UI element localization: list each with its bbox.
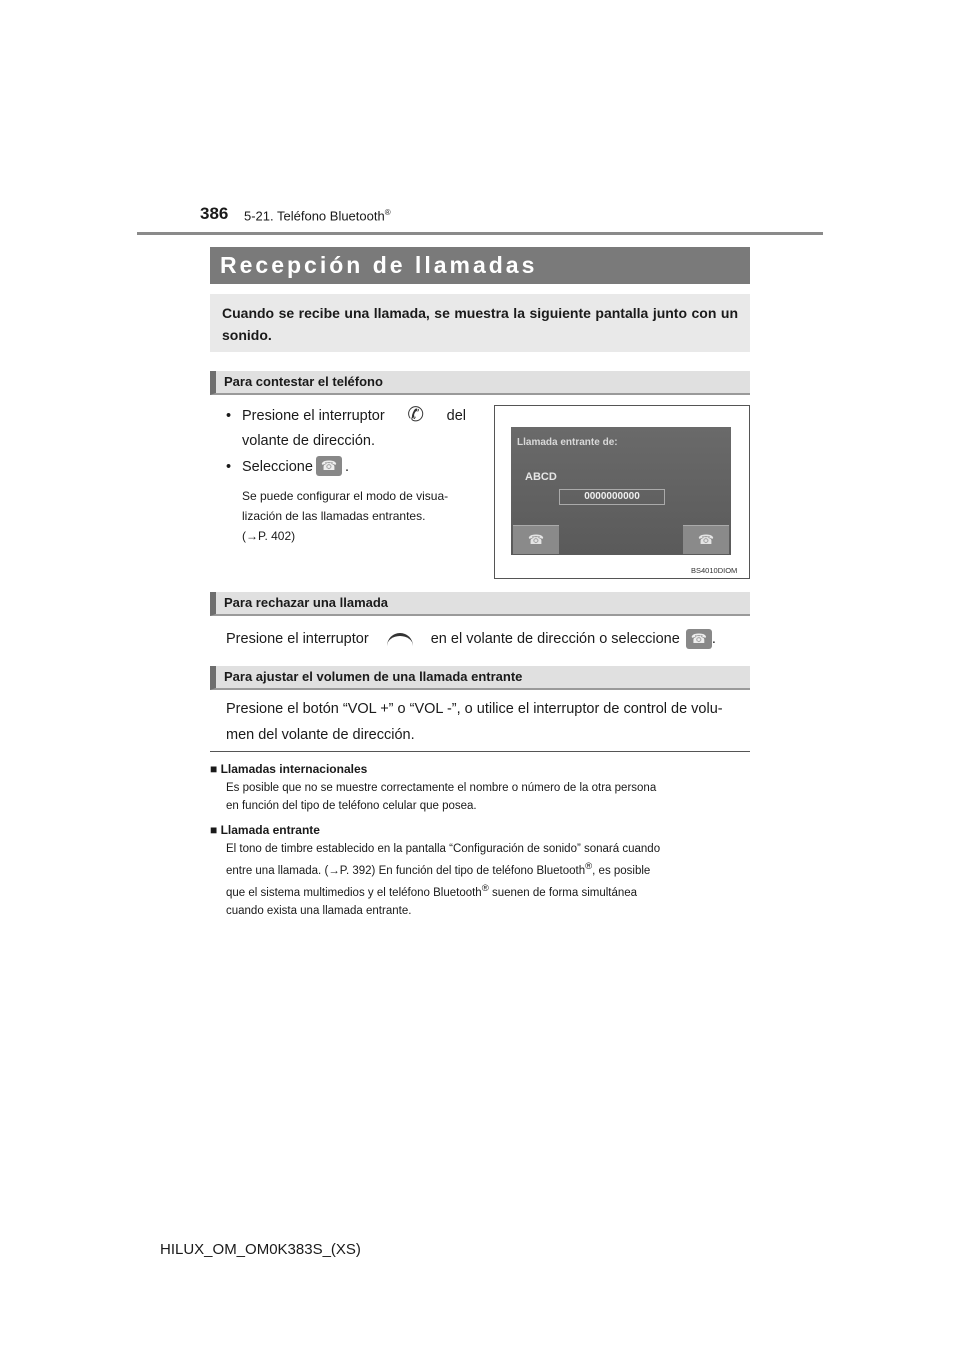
step-select	[226, 456, 466, 478]
screen-title: Llamada entrante de:	[517, 437, 618, 448]
phone-hangup-icon: ☎	[697, 532, 715, 547]
note-body	[210, 779, 750, 815]
reject-key-icon: ☎	[686, 629, 712, 649]
section-label: 5-21. Teléfono Bluetooth	[244, 208, 385, 224]
note-line: en función del tipo de teléfono celular que posea.	[226, 800, 477, 812]
registered-mark: ®	[585, 861, 593, 872]
note-incoming-call	[210, 823, 750, 920]
instruction-text: en el volante de dirección o seleccione	[430, 631, 680, 647]
step-text: del	[446, 408, 466, 424]
display-mode-note	[226, 486, 466, 546]
volume-instruction	[226, 698, 750, 746]
note-line: El tono de timbre establecido en la pantalla “Configuración de sonido” sonará cuando	[226, 843, 661, 855]
notes-divider	[210, 751, 750, 752]
reject-heading: Para rechazar una llamada	[210, 592, 750, 616]
incoming-call-screen	[511, 427, 731, 555]
reject-instruction	[226, 628, 750, 650]
phone-answer-icon: ☎	[527, 532, 545, 547]
instruction-text: Presione el interruptor	[226, 631, 369, 647]
registered-mark: ®	[384, 208, 391, 217]
figure-code: BS4010DIOM	[691, 566, 738, 575]
square-bullet-icon: ■	[210, 762, 218, 776]
step-press-switch	[226, 405, 466, 427]
note-text-run: que el sistema multimedios y el teléfono Bluetooth	[226, 886, 482, 899]
bullet: •	[226, 459, 232, 475]
intro-box: Cuando se recibe una llamada, se muestra la siguiente pantalla junto con un sonido.	[210, 294, 750, 352]
instruction-line: men del volante de dirección.	[226, 727, 415, 743]
square-bullet-icon: ■	[210, 823, 218, 837]
phone-icon: ✆	[407, 404, 425, 426]
section-breadcrumb	[244, 208, 391, 223]
answer-key-icon: ☎	[316, 456, 342, 476]
page-number: 386	[200, 204, 229, 223]
note-line: Se puede configurar el modo de visua-	[242, 489, 449, 503]
note-line: lización de las llamadas entrantes.	[242, 509, 426, 523]
note-line: Es posible que no se muestre correctamente el nombre o número de la otra persona	[226, 782, 657, 794]
note-body	[210, 840, 750, 920]
registered-mark: ®	[481, 882, 489, 894]
note-text-run: suenen de forma simultánea	[488, 886, 638, 899]
document-code-footer: HILUX_OM_OM0K383S_(XS)	[160, 1241, 361, 1258]
page-title: Recepción de llamadas	[210, 247, 750, 284]
note-text-run: entre una llamada. (→P. 392) En función del tipo de teléfono Bluetooth	[226, 864, 586, 877]
note-title-text: Llamada entrante	[220, 823, 320, 837]
note-line: (→P. 402)	[242, 529, 296, 543]
volume-heading: Para ajustar el volumen de una llamada entrante	[210, 666, 750, 690]
note-line: cuando exista una llamada entrante.	[226, 904, 412, 917]
caller-name: ABCD	[525, 471, 557, 483]
answer-heading: Para contestar el teléfono	[210, 371, 750, 395]
note-text-run: , es posible	[592, 864, 651, 877]
note-international-calls	[210, 762, 750, 815]
step-text: Seleccione	[242, 459, 313, 475]
answer-button[interactable]	[513, 525, 559, 554]
step-text-continued: volante de dirección.	[242, 433, 375, 449]
header-divider	[137, 232, 823, 235]
instruction-text: .	[711, 631, 716, 647]
note-title	[210, 823, 750, 837]
note-title	[210, 762, 750, 776]
hang-up-icon	[387, 633, 413, 646]
caller-number: 0000000000	[559, 489, 665, 505]
note-line	[226, 880, 750, 902]
note-title-text: Llamadas internacionales	[220, 762, 368, 776]
answer-steps	[226, 405, 466, 546]
step-text: Presione el interruptor	[242, 408, 385, 424]
instruction-line: Presione el botón “VOL +” o “VOL -”, o utilice el interruptor de control de volu-	[226, 701, 723, 717]
reject-button[interactable]	[683, 525, 729, 554]
step-text: .	[344, 459, 349, 475]
note-line	[226, 858, 750, 880]
bullet: •	[226, 408, 232, 424]
